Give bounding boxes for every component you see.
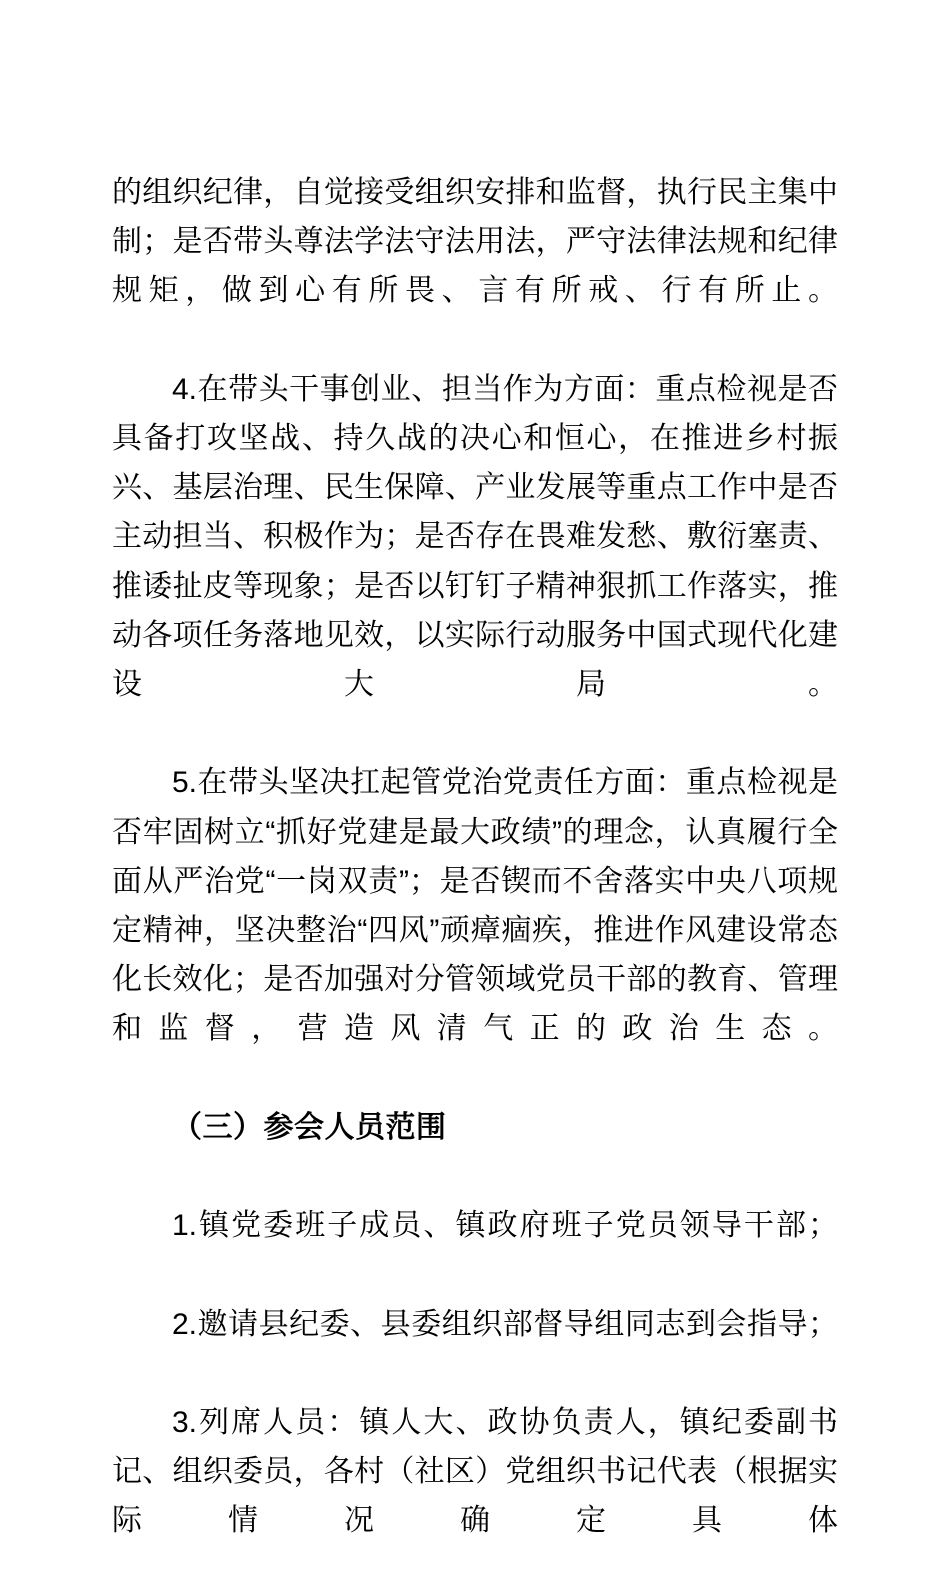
paragraph-item-4: 4.在带头干事创业、担当作为方面：重点检视是否具备打攻坚战、持久战的决心和恒心，在推进乡村振兴、基层治理、民生保障、产业发展等重点工作中是否主动担当、积极作为；是否存在畏难发愁、敷衍塞责、推诿扯皮等现象；是否以钉钉子精神狠抓工作落实，推动各项任务落地见效，以实际行动服务中国式现代化建设大局。: [112, 372, 838, 702]
document-body: [112, 168, 838, 1595]
heading-section-three: （三）参会人员范围: [172, 1110, 447, 1144]
paragraph-item-5: 5.在带头坚决扛起管党治党责任方面：重点检视是否牢固树立“抓好党建是最大政绩”的理念，认真履行全面从严治党“一岗双责”；是否锲而不舍落实中央八项规定精神，坚决整治“四风”顽瘴痼疾，推进作风建设常态化长效化；是否加强对分管领域党员干部的教育、管理和监督，营造风清气正的政治生态。: [112, 766, 838, 1046]
paragraph-attendee-3: 3.列席人员：镇人大、政协负责人，镇纪委副书记、组织委员，各村（社区）党组织书记代表（根据实际情况确定具体: [112, 1406, 838, 1538]
paragraph-attendee-2: 2.邀请县纪委、县委组织部督导组同志到会指导；: [172, 1307, 838, 1341]
paragraph-discipline-continued: 的组织纪律，自觉接受组织安排和监督，执行民主集中制；是否带头尊法学法守法用法，严守法律法规和纪律规矩，做到心有所畏、言有所戒、行有所止。: [112, 176, 838, 308]
paragraph-attendee-1: 1.镇党委班子成员、镇政府班子党员领导干部；: [172, 1209, 838, 1243]
